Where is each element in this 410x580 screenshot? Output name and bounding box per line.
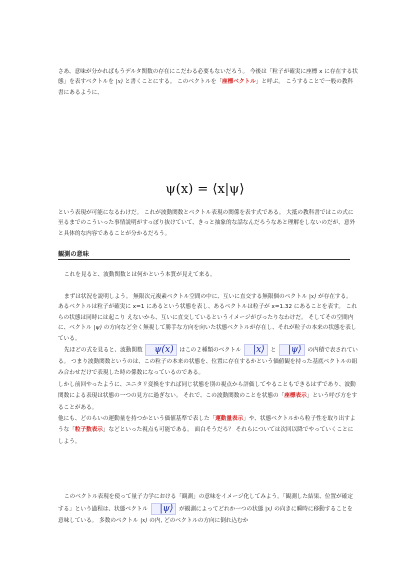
highlight-coordinate-vector: 座標ベクトル — [222, 79, 256, 86]
ket-x: |x⟩ — [265, 506, 273, 513]
highlight-coordinate-representation: 座標表示 — [284, 393, 307, 400]
text: このベクトル表現を使って量子力学における「観測」の意味をイメージ化してみよう。「観測した結果、位置が確定する」という過程は、状態ベクトル — [58, 494, 353, 513]
ket-x: |x⟩ — [115, 79, 124, 86]
text: まずは状況を説明しよう。 無限次元複素ベクトル空間の中に、互いに直交する無限個のベクトル — [64, 294, 309, 300]
paragraph-relation: という表現が可能になるわけだ。 これが波動関数とベクトル表現の関係を表す式である。 大抵の教科書ではこの式に至るまでのこういった事情説明がすっぽり抜けていて、きっと抽象的な話なんだろうなあと理解をしないのだが、意外と具体的な内容であることが分かるだろう。 — [58, 210, 356, 237]
text: 」や、状態ベクトルから粒子性を取り出すような「 — [58, 415, 356, 434]
text: はこの２種類のベクトル — [177, 347, 244, 354]
text: の向きに瞬時に移動することを意味している。 多数のベクトル — [58, 506, 353, 525]
highlight-momentum-representation: 運動量表示 — [215, 415, 244, 422]
ket-psi-formula: |ψ⟩ — [151, 503, 177, 515]
text: の方向など全く無視して勝手な方向を向いた状態ベクトルが存在し、それが粒子の本来の状態を表している。 — [58, 325, 357, 342]
text: 他にも、どのらいの運動量を持つかという価値基準で表した「 — [58, 415, 216, 422]
text: 」などといった視点も可能である。 面白そうだろ？ それらについては次回以降でやっていくことにしよう。 — [58, 427, 354, 445]
text: の内, どのベクトルの方向に倒れ込むか — [147, 518, 249, 525]
ket-x-formula: |x⟩ — [244, 344, 268, 356]
text: の内積で表されている。 つまり波動関数というのは、この粒子の本来の状態を、位置に存在するかという価値観を持った基底ベクトルの組み合わせだけで表現した時の係数になっているのである。 — [58, 347, 358, 377]
text: と書くことにする。 このベクトルを「 — [123, 79, 223, 86]
ket-psi: |ψ⟩ — [93, 325, 102, 332]
text: さあ、意味が分かればもうデルタ関数の存在にこだわる必要もないだろう。 今後は「粒子が確実に座標 x に存在する状態」を表すベクトルを — [58, 69, 358, 86]
text: と — [268, 347, 278, 354]
psi-of-x-formula: ψ(x) — [145, 344, 176, 356]
ket-x: |x⟩ — [140, 518, 148, 525]
paragraph-observation — [58, 492, 358, 528]
text: しかし前回やったように、ユニタリ変換をすれば同じ状態を別の視点から評価してやることもできるはずであり、波動関数による表現は状態の一つの見方に過ぎない。 それで、この波動関数のことを状態の「 — [58, 381, 356, 400]
paragraph-representation — [58, 344, 358, 448]
ket-psi-formula: |ψ⟩ — [279, 344, 305, 356]
section-heading: 観測の意味 — [58, 251, 89, 258]
heading-divider — [58, 259, 350, 260]
text: 」と呼ぶ。 こうすることで一般の教科書にあるように、 — [58, 79, 354, 96]
text: 」という呼び方をすることがある。 — [58, 393, 358, 411]
paragraph-essence: これを見ると、波動関数とは何かという本質が見えて来る。 — [64, 272, 216, 278]
text: が存在する。 あるベクトルは粒子が確実に x=1 にあるという状態を表し、あるベクトルは粒子が x=1.32 にあることを表す。 これらの状態は同時には起こり えないから、互いに直交しているというイメージがぴったりなわけだ。 そしてその空間内に、ベクトル — [58, 294, 357, 332]
text: が観測によってどれか一つの状態 — [177, 506, 266, 513]
text: 先ほどの式を見ると、波動関数 — [64, 347, 145, 354]
paragraph-situation — [58, 292, 358, 344]
equation-wavefunction: ψ(x) = ⟨x|ψ⟩ — [165, 182, 245, 197]
paragraph-coordinate-vector — [58, 67, 358, 98]
ket-x: |x⟩ — [309, 294, 317, 300]
highlight-number-representation: 粒子数表示 — [74, 427, 103, 434]
